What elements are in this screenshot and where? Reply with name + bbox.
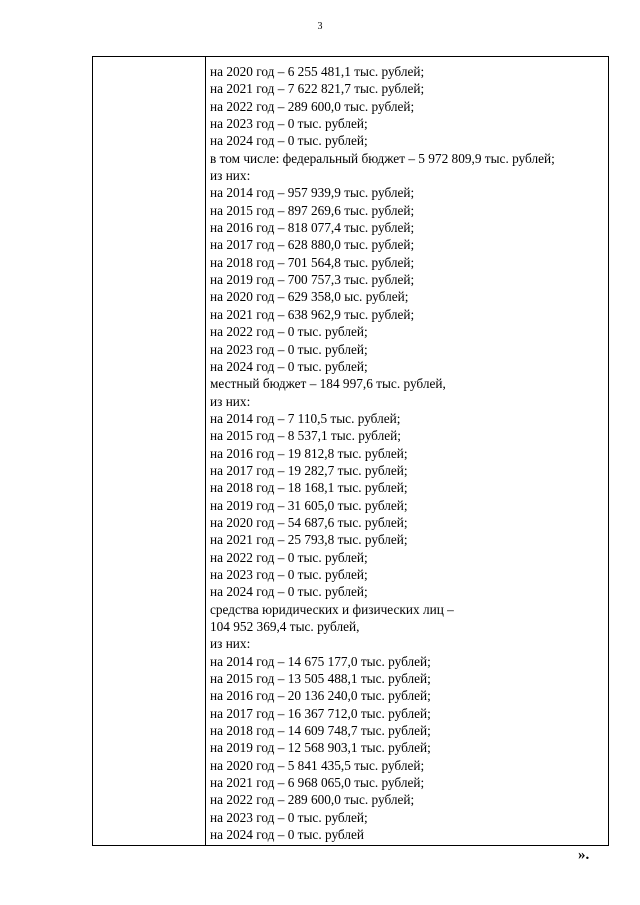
text-line: на 2017 год – 628 880,0 тыс. рублей; <box>210 237 415 253</box>
text-line: на 2020 год – 54 687,6 тыс. рублей; <box>210 514 408 530</box>
text-line: на 2022 год – 289 600,0 тыс. рублей; <box>210 98 415 114</box>
page-number: 3 <box>317 21 323 32</box>
text-line: на 2020 год – 5 841 435,5 тыс. рублей; <box>210 757 425 773</box>
column-divider <box>205 57 206 845</box>
text-line: на 2016 год – 20 136 240,0 тыс. рублей; <box>210 688 431 704</box>
text-line: на 2014 год – 957 939,9 тыс. рублей; <box>210 185 415 201</box>
text-line: на 2015 год – 8 537,1 тыс. рублей; <box>210 428 401 444</box>
text-line: на 2019 год – 31 605,0 тыс. рублей; <box>210 497 408 513</box>
text-line: на 2021 год – 25 793,8 тыс. рублей; <box>210 532 408 548</box>
text-line: 104 952 369,4 тыс. рублей, <box>210 619 360 634</box>
text-line: на 2022 год – 0 тыс. рублей; <box>210 324 368 340</box>
text-line: на 2024 год – 0 тыс. рублей; <box>210 584 368 600</box>
text-line: на 2015 год – 13 505 488,1 тыс. рублей; <box>210 671 431 687</box>
text-line: на 2017 год – 19 282,7 тыс. рублей; <box>210 462 408 478</box>
text-line: на 2021 год – 6 968 065,0 тыс. рублей; <box>210 775 425 791</box>
text-line: средства юридических и физических лиц – <box>210 601 454 617</box>
text-line: на 2017 год – 16 367 712,0 тыс. рублей; <box>210 705 431 721</box>
text-line: на 2024 год – 0 тыс. рублей; <box>210 358 368 374</box>
text-line: на 2023 год – 0 тыс. рублей; <box>210 809 368 825</box>
text-line: на 2022 год – 289 600,0 тыс. рублей; <box>210 792 415 808</box>
closing-quote-mark: ». <box>578 847 590 863</box>
text-line: на 2023 год – 0 тыс. рублей; <box>210 341 368 357</box>
text-line: на 2018 год – 701 564,8 тыс. рублей; <box>210 254 415 270</box>
text-line: из них: <box>210 636 251 652</box>
text-line: на 2023 год – 0 тыс. рублей; <box>210 116 368 132</box>
text-line: на 2014 год – 7 110,5 тыс. рублей; <box>210 410 401 426</box>
text-line: на 2022 год – 0 тыс. рублей; <box>210 549 368 565</box>
text-line: на 2020 год – 6 255 481,1 тыс. рублей; <box>210 64 425 79</box>
text-line: на 2024 год – 0 тыс. рублей <box>210 827 365 843</box>
text-line: из них: <box>210 168 251 184</box>
text-line: на 2016 год – 19 812,8 тыс. рублей; <box>210 445 408 461</box>
document-table <box>92 56 609 846</box>
text-line: из них: <box>210 393 251 409</box>
text-line: на 2016 год – 818 077,4 тыс. рублей; <box>210 220 415 236</box>
text-line: на 2023 год – 0 тыс. рублей; <box>210 566 368 582</box>
text-line: на 2024 год – 0 тыс. рублей; <box>210 133 368 149</box>
text-line: на 2014 год – 14 675 177,0 тыс. рублей; <box>210 653 431 669</box>
text-line: на 2015 год – 897 269,6 тыс. рублей; <box>210 202 415 218</box>
text-line: на 2019 год – 700 757,3 тыс. рублей; <box>210 272 415 288</box>
funding-text-cell <box>210 63 608 843</box>
text-line: на 2021 год – 7 622 821,7 тыс. рублей; <box>210 81 425 97</box>
text-line: местный бюджет – 184 997,6 тыс. рублей, <box>210 376 446 392</box>
text-line: на 2018 год – 18 168,1 тыс. рублей; <box>210 480 408 496</box>
text-line: на 2021 год – 638 962,9 тыс. рублей; <box>210 306 415 322</box>
text-line: на 2019 год – 12 568 903,1 тыс. рублей; <box>210 740 431 756</box>
text-line: в том числе: федеральный бюджет – 5 972 809,9 тыс. рублей; <box>210 150 555 166</box>
text-line: на 2020 год – 629 358,0 ыс. рублей; <box>210 289 409 305</box>
text-line: на 2018 год – 14 609 748,7 тыс. рублей; <box>210 723 431 739</box>
